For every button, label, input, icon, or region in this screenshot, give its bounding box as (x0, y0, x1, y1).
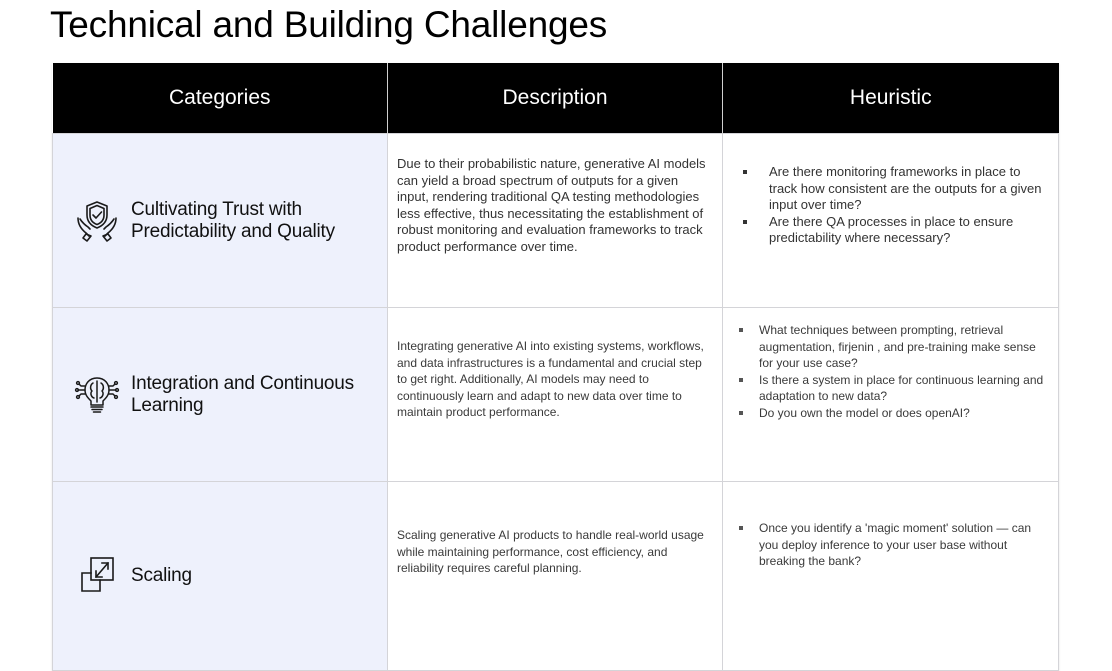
table-row (53, 134, 1059, 308)
bullet-icon (739, 411, 743, 415)
heuristic-item: What techniques between prompting, retrieval augmentation, firjenin , and pre-training make sense for your use case? (733, 322, 1048, 372)
category-label: Cultivating Trust with Predictability and Quality (131, 198, 335, 242)
heuristic-cell (723, 308, 1059, 482)
heuristic-item: Once you identify a 'magic moment' solution — can you deploy inference to your user base without breaking the bank? (733, 520, 1048, 570)
table-row (53, 482, 1059, 671)
page-title: Technical and Building Challenges (50, 4, 607, 45)
description-text: Integrating generative AI into existing systems, workflows, and data infrastructures is a fundamental and crucial step to get right. Additionally, AI models may need to continuously learn and adapt to new data over time to maintain product performance. (397, 339, 704, 419)
heuristic-cell (723, 134, 1059, 308)
description-cell (388, 134, 723, 308)
shield-check-hands-icon (73, 197, 121, 245)
bullet-icon (743, 220, 747, 224)
description-text: Scaling generative AI products to handle real-world usage while maintaining performance, cost efficiency, and reliability requires careful planning. (397, 528, 704, 575)
header-heuristic: Heuristic (723, 63, 1059, 134)
heuristic-list (733, 164, 1048, 247)
header-categories: Categories (53, 63, 388, 134)
category-cell (53, 134, 388, 308)
heuristic-item: Do you own the model or does openAI? (733, 405, 1048, 422)
description-cell (388, 308, 723, 482)
description-text: Due to their probabilistic nature, generative AI models can yield a broad spectrum of outputs for a given input, rendering traditional QA testing methodologies less effective, thus necessitating the establishment of robust monitoring and evaluation frameworks to track product performance over time. (397, 156, 706, 254)
category-cell (53, 308, 388, 482)
bullet-icon (743, 170, 747, 174)
bullet-icon (739, 328, 743, 332)
description-cell (388, 482, 723, 671)
category-cell (53, 482, 388, 671)
bullet-icon (739, 526, 743, 530)
header-description: Description (388, 63, 723, 134)
table-row (53, 308, 1059, 482)
scale-resize-icon (73, 552, 121, 600)
heuristic-cell (723, 482, 1059, 671)
lightbulb-circuit-icon (73, 371, 121, 419)
heuristic-item: Are there monitoring frameworks in place to track how consistent are the outputs for a given input over time? (733, 164, 1048, 214)
table-header-row (53, 63, 1059, 134)
challenges-table (52, 63, 1059, 671)
heuristic-list (733, 520, 1048, 570)
heuristic-list (733, 322, 1048, 421)
category-label: Integration and Continuous Learning (131, 372, 354, 416)
category-label: Scaling (131, 565, 192, 586)
heuristic-item: Is there a system in place for continuous learning and adaptation to new data? (733, 372, 1048, 405)
bullet-icon (739, 378, 743, 382)
heuristic-item: Are there QA processes in place to ensure predictability where necessary? (733, 214, 1048, 247)
